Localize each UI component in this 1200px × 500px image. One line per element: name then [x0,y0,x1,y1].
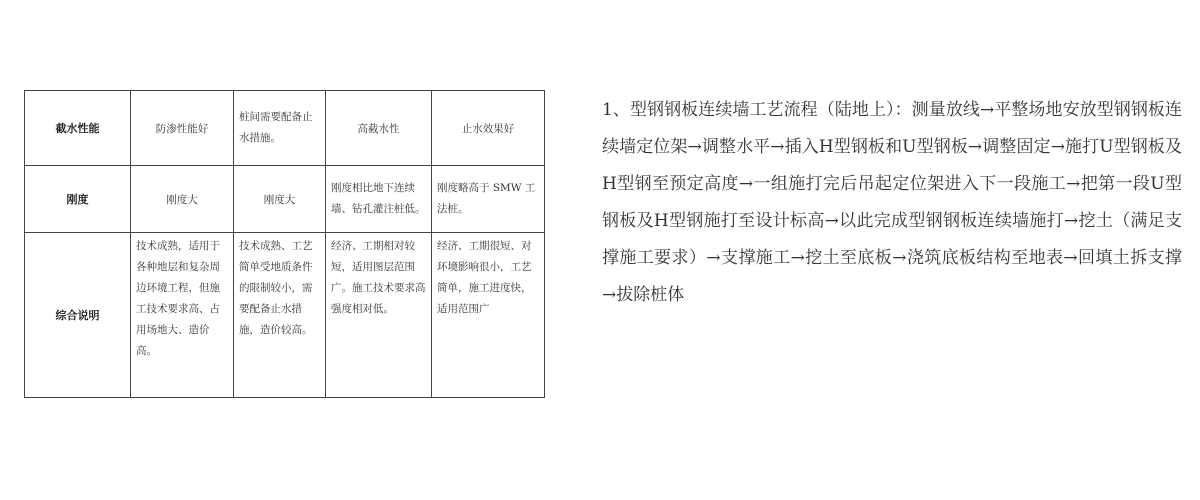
table-cell: 刚度大 [234,166,326,233]
table-cell: 刚度大 [131,166,234,233]
row-header-stiffness: 刚度 [25,166,131,233]
table-cell: 经济、工期很短、对环境影响很小，工艺简单，施工进度快，适用范围广 [432,233,545,398]
table-cell: 刚度略高于 SMW 工法桩。 [432,166,545,233]
table-row-summary [25,233,545,398]
table-cell: 高截水性 [326,91,432,166]
table-cell: 经济、工期相对较短，适用图层范围广。施工技术要求高强度相对低。 [326,233,432,398]
comparison-table [24,90,545,398]
table-cell: 刚度相比地下连续墙、钻孔灌注桩低。 [326,166,432,233]
table-row-stiffness [25,166,545,233]
row-header-waterproof: 截水性能 [25,91,131,166]
table-row-waterproof [25,91,545,166]
row-header-summary: 综合说明 [25,233,131,398]
process-description: 1、型钢钢板连续墙工艺流程（陆地上）：测量放线→平整场地安放型钢钢板连续墙定位架→调整水平→插入H型钢板和U型钢板→调整固定→施打U型钢板及H型钢至预定高度→一组施打完后吊起定位架进入下一段施工→把第一段U型钢板及H型钢施打至设计标高→以此完成型钢钢板连续墙施打→挖土（满足支撑施工要求）→支撑施工→挖土至底板→浇筑底板结构至地表→回填土拆支撑→拔除桩体 [602,100,1182,305]
table-cell: 防渗性能好 [131,91,234,166]
table-cell: 止水效果好 [432,91,545,166]
table-cell: 桩间需要配备止水措施。 [234,91,326,166]
table-cell: 技术成熟、工艺简单受地质条件的限制较小，需要配备止水措施，造价较高。 [234,233,326,398]
table-cell: 技术成熟，适用于各种地层和复杂周边环境工程，但施工技术要求高、占用场地大、造价高。 [131,233,234,398]
